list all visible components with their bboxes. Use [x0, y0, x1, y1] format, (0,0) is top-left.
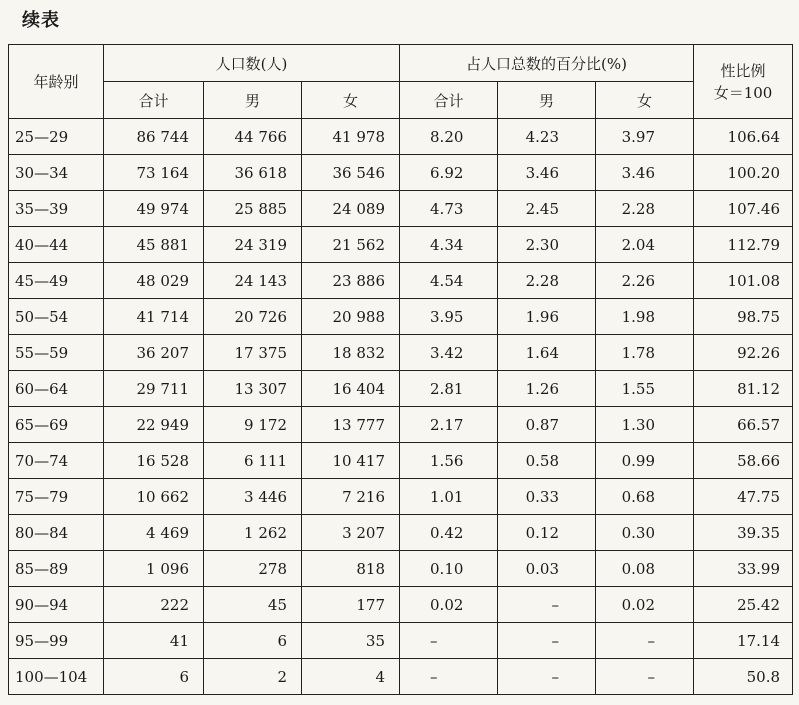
age-cell: 80—84 — [9, 515, 104, 551]
table-row — [9, 479, 793, 515]
age-cell: 100—104 — [9, 659, 104, 695]
percentage-female-cell: 1.30 — [596, 407, 694, 443]
table-row — [9, 551, 793, 587]
sex-ratio-cell: 100.20 — [694, 155, 793, 191]
percentage-female-cell: 0.30 — [596, 515, 694, 551]
percentage-male-cell: 1.26 — [498, 371, 596, 407]
percentage-male-cell: 0.33 — [498, 479, 596, 515]
percentage-total-cell: 1.56 — [400, 443, 498, 479]
header-row-top — [9, 45, 793, 82]
percentage-female-cell: 0.08 — [596, 551, 694, 587]
sex-ratio-cell: 39.35 — [694, 515, 793, 551]
table-row — [9, 119, 793, 155]
percentage-total-header: 合计 — [400, 82, 498, 119]
percentage-male-cell: 2.30 — [498, 227, 596, 263]
population-total-cell: 48 029 — [104, 263, 204, 299]
percentage-female-header: 女 — [596, 82, 694, 119]
table-body — [9, 119, 793, 695]
percentage-male-cell: – — [498, 587, 596, 623]
population-male-cell: 24 319 — [204, 227, 302, 263]
population-total-cell: 4 469 — [104, 515, 204, 551]
population-female-cell: 7 216 — [302, 479, 400, 515]
percentage-male-cell: 1.64 — [498, 335, 596, 371]
percentage-female-cell: 0.02 — [596, 587, 694, 623]
population-male-cell: 13 307 — [204, 371, 302, 407]
population-total-cell: 36 207 — [104, 335, 204, 371]
population-total-header: 合计 — [104, 82, 204, 119]
population-total-cell: 49 974 — [104, 191, 204, 227]
population-female-cell: 4 — [302, 659, 400, 695]
table-row — [9, 659, 793, 695]
percentage-female-cell: 1.78 — [596, 335, 694, 371]
population-total-cell: 16 528 — [104, 443, 204, 479]
population-female-cell: 16 404 — [302, 371, 400, 407]
table-row — [9, 227, 793, 263]
percentage-female-cell: 3.46 — [596, 155, 694, 191]
population-total-cell: 222 — [104, 587, 204, 623]
age-cell: 55—59 — [9, 335, 104, 371]
sex-ratio-cell: 33.99 — [694, 551, 793, 587]
population-total-cell: 6 — [104, 659, 204, 695]
population-total-cell: 45 881 — [104, 227, 204, 263]
table-row — [9, 587, 793, 623]
sex-ratio-cell: 17.14 — [694, 623, 793, 659]
percentage-total-cell: 4.73 — [400, 191, 498, 227]
percentage-male-cell: 0.03 — [498, 551, 596, 587]
sex-ratio-cell: 112.79 — [694, 227, 793, 263]
age-cell: 95—99 — [9, 623, 104, 659]
percentage-male-cell: 3.46 — [498, 155, 596, 191]
age-cell: 65—69 — [9, 407, 104, 443]
sex-ratio-cell: 81.12 — [694, 371, 793, 407]
population-female-cell: 23 886 — [302, 263, 400, 299]
table-row — [9, 407, 793, 443]
population-male-cell: 24 143 — [204, 263, 302, 299]
sex-ratio-header — [694, 45, 793, 119]
percentage-total-cell: 1.01 — [400, 479, 498, 515]
population-female-cell: 3 207 — [302, 515, 400, 551]
percentage-total-cell: 0.02 — [400, 587, 498, 623]
population-female-cell: 177 — [302, 587, 400, 623]
percentage-total-cell: 0.42 — [400, 515, 498, 551]
population-female-cell: 24 089 — [302, 191, 400, 227]
percentage-total-cell: – — [400, 623, 498, 659]
population-total-cell: 1 096 — [104, 551, 204, 587]
age-cell: 45—49 — [9, 263, 104, 299]
population-male-cell: 20 726 — [204, 299, 302, 335]
percentage-total-cell: 2.81 — [400, 371, 498, 407]
age-cell: 50—54 — [9, 299, 104, 335]
percentage-total-cell: 3.95 — [400, 299, 498, 335]
population-female-cell: 13 777 — [302, 407, 400, 443]
population-header: 人口数(人) — [104, 45, 400, 82]
percentage-total-cell: 4.34 — [400, 227, 498, 263]
table-row — [9, 155, 793, 191]
table-row — [9, 443, 793, 479]
age-cell: 25—29 — [9, 119, 104, 155]
percentage-header: 占人口总数的百分比(%) — [400, 45, 694, 82]
percentage-male-cell: 4.23 — [498, 119, 596, 155]
population-total-cell: 10 662 — [104, 479, 204, 515]
sex-ratio-cell: 58.66 — [694, 443, 793, 479]
population-total-cell: 73 164 — [104, 155, 204, 191]
sex-ratio-title: 性比例 — [720, 61, 766, 80]
percentage-female-cell: 2.04 — [596, 227, 694, 263]
population-male-cell: 36 618 — [204, 155, 302, 191]
percentage-male-header: 男 — [498, 82, 596, 119]
percentage-male-cell: 2.45 — [498, 191, 596, 227]
population-table — [8, 44, 793, 695]
table-row — [9, 299, 793, 335]
population-male-cell: 6 111 — [204, 443, 302, 479]
population-female-cell: 10 417 — [302, 443, 400, 479]
population-male-cell: 278 — [204, 551, 302, 587]
percentage-female-cell: – — [596, 623, 694, 659]
population-female-cell: 20 988 — [302, 299, 400, 335]
table-row — [9, 371, 793, 407]
percentage-total-cell: – — [400, 659, 498, 695]
percentage-male-cell: 0.87 — [498, 407, 596, 443]
table-row — [9, 263, 793, 299]
population-male-cell: 45 — [204, 587, 302, 623]
age-cell: 70—74 — [9, 443, 104, 479]
age-cell: 35—39 — [9, 191, 104, 227]
percentage-female-cell: 0.68 — [596, 479, 694, 515]
sex-ratio-cell: 107.46 — [694, 191, 793, 227]
population-male-cell: 6 — [204, 623, 302, 659]
population-male-cell: 25 885 — [204, 191, 302, 227]
sex-ratio-base: 女＝100 — [713, 83, 773, 102]
age-cell: 60—64 — [9, 371, 104, 407]
percentage-female-cell: 2.28 — [596, 191, 694, 227]
population-male-cell: 9 172 — [204, 407, 302, 443]
population-female-cell: 18 832 — [302, 335, 400, 371]
population-female-cell: 41 978 — [302, 119, 400, 155]
population-total-cell: 86 744 — [104, 119, 204, 155]
percentage-female-cell: – — [596, 659, 694, 695]
table-caption: 续表 — [22, 10, 60, 31]
sex-ratio-cell: 101.08 — [694, 263, 793, 299]
population-male-header: 男 — [204, 82, 302, 119]
population-male-cell: 2 — [204, 659, 302, 695]
population-female-header: 女 — [302, 82, 400, 119]
table-row — [9, 335, 793, 371]
percentage-female-cell: 0.99 — [596, 443, 694, 479]
percentage-female-cell: 3.97 — [596, 119, 694, 155]
percentage-total-cell: 6.92 — [400, 155, 498, 191]
population-female-cell: 21 562 — [302, 227, 400, 263]
population-female-cell: 36 546 — [302, 155, 400, 191]
population-total-cell: 22 949 — [104, 407, 204, 443]
population-male-cell: 17 375 — [204, 335, 302, 371]
percentage-female-cell: 1.55 — [596, 371, 694, 407]
table-row — [9, 623, 793, 659]
age-cell: 75—79 — [9, 479, 104, 515]
percentage-total-cell: 4.54 — [400, 263, 498, 299]
header-row-sub — [9, 82, 793, 119]
age-cell: 40—44 — [9, 227, 104, 263]
population-female-cell: 35 — [302, 623, 400, 659]
percentage-female-cell: 2.26 — [596, 263, 694, 299]
percentage-male-cell: 2.28 — [498, 263, 596, 299]
table-row — [9, 515, 793, 551]
population-total-cell: 29 711 — [104, 371, 204, 407]
population-total-cell: 41 — [104, 623, 204, 659]
population-female-cell: 818 — [302, 551, 400, 587]
percentage-male-cell: 0.58 — [498, 443, 596, 479]
population-total-cell: 41 714 — [104, 299, 204, 335]
sex-ratio-cell: 98.75 — [694, 299, 793, 335]
percentage-total-cell: 2.17 — [400, 407, 498, 443]
percentage-total-cell: 3.42 — [400, 335, 498, 371]
sex-ratio-cell: 106.64 — [694, 119, 793, 155]
table-row — [9, 191, 793, 227]
percentage-female-cell: 1.98 — [596, 299, 694, 335]
population-male-cell: 3 446 — [204, 479, 302, 515]
sex-ratio-cell: 50.8 — [694, 659, 793, 695]
sex-ratio-cell: 47.75 — [694, 479, 793, 515]
percentage-total-cell: 0.10 — [400, 551, 498, 587]
percentage-male-cell: 0.12 — [498, 515, 596, 551]
age-cell: 30—34 — [9, 155, 104, 191]
population-male-cell: 44 766 — [204, 119, 302, 155]
age-cell: 90—94 — [9, 587, 104, 623]
age-group-header: 年龄别 — [9, 45, 104, 119]
age-cell: 85—89 — [9, 551, 104, 587]
percentage-male-cell: – — [498, 659, 596, 695]
sex-ratio-cell: 25.42 — [694, 587, 793, 623]
sex-ratio-cell: 66.57 — [694, 407, 793, 443]
percentage-male-cell: 1.96 — [498, 299, 596, 335]
percentage-male-cell: – — [498, 623, 596, 659]
population-male-cell: 1 262 — [204, 515, 302, 551]
percentage-total-cell: 8.20 — [400, 119, 498, 155]
sex-ratio-cell: 92.26 — [694, 335, 793, 371]
